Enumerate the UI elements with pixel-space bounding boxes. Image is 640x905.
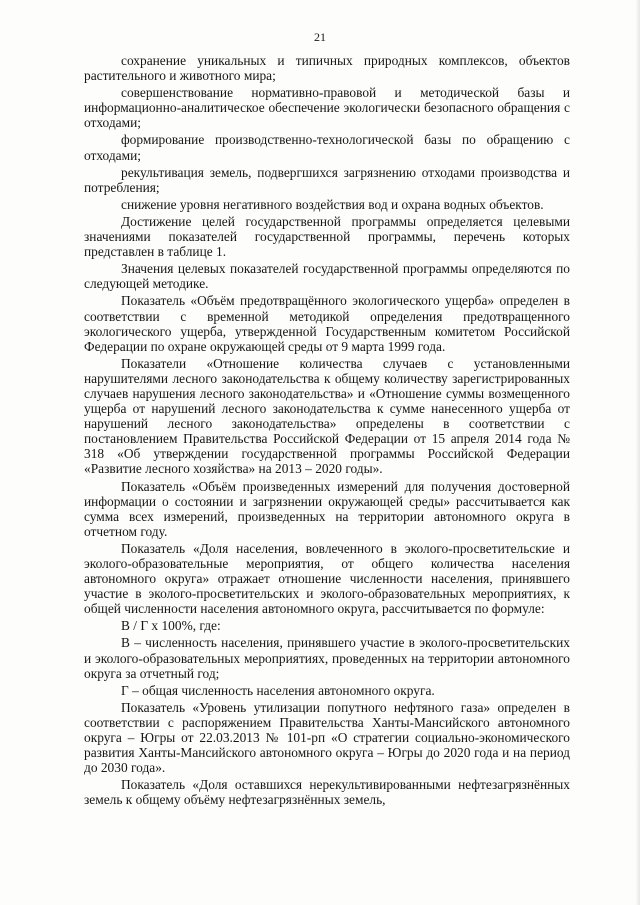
- paragraph-9: Показатели «Отношение количества случаев с установленными нарушителями лесного законодательства к общему количеству зарегистрированных случаев нарушения лесного законодательства» и «Отношение суммы возмещенного ущерба от нарушений лесного законодательства к сумме нанесенного ущерба от нарушений лесного законодательства» определены в соответствии с постановлением Правительства Российской Федерации от 15 апреля 2014 года № 318 «Об утверждении государственной программы Российской Федерации «Развитие лесного хозяйства» на 2013 – 2020 годы».: [84, 355, 570, 477]
- paragraph-11: Показатель «Доля населения, вовлеченного в эколого-просветительские и эколого-образовательные мероприятия, от общего количества населения автономного округа» отражает отношение численности населения, принявшего участие в эколого-просветительских и эколого-образовательных мероприятиях, к общей численности населения автономного округа, рассчитывается по формуле:: [84, 540, 570, 617]
- paragraph-8: Показатель «Объём предотвращённого экологического ущерба» определен в соответствии с временной методикой определения предотвращенного экологического ущерба, утвержденной Государственным комитетом Российской Федерации по охране окружающей среды от 9 марта 1999 года.: [84, 293, 570, 354]
- paragraph-3: формирование производственно-технологической базы по обращению с отходами;: [84, 132, 570, 163]
- paragraph-4: рекультивация земель, подвергшихся загрязнению отходами производства и потребления;: [84, 164, 570, 195]
- formula-definition-v: В – численность населения, принявшего участие в эколого-просветительских и эколого-образовательных мероприятиях, проведенных на территории автономного округа за отчетный год;: [84, 635, 570, 681]
- paragraph-7: Значения целевых показателей государственной программы определяются по следующей методике.: [84, 261, 570, 292]
- paragraph-15: Показатель «Уровень утилизации попутного нефтяного газа» определен в соответствии с распоряжением Правительства Ханты-Мансийского автономного округа – Югры от 22.03.2013 № 101-рп «О стратегии социально-экономического развития Ханты-Мансийского автономного округа – Югры до 2020 года и на период до 2030 года».: [84, 699, 570, 776]
- paragraph-2: совершенствование нормативно-правовой и методической базы и информационно-аналитическое обеспечение экологически безопасного обращения с отходами;: [84, 85, 570, 131]
- document-body: [84, 53, 570, 810]
- formula-definition-g: Г – общая численность населения автономного округа.: [121, 682, 435, 698]
- paragraph-5: снижение уровня негативного воздействия вод и охрана водных объектов.: [121, 196, 544, 212]
- paragraph-1: сохранение уникальных и типичных природных комплексов, объектов растительного и животного мира;: [84, 53, 570, 84]
- formula: В / Г х 100%, где:: [121, 618, 221, 634]
- page-number: 21: [314, 30, 326, 44]
- paragraph-10: Показатель «Объём произведенных измерений для получения достоверной информации о состоянии и загрязнении окружающей среды» рассчитывается как сумма всех измерений, произведенных на территории автономного округа в отчетном году.: [84, 478, 570, 539]
- page-edge-shadow: [635, 0, 640, 905]
- paragraph-16: Показатель «Доля оставшихся нерекультивированными нефтезагрязнённых земель к общему объёму нефтезагрязнённых земель,: [84, 777, 570, 808]
- paragraph-6: Достижение целей государственной программы определяется целевыми значениями показателей государственной программы, перечень которых представлен в таблице 1.: [84, 213, 570, 260]
